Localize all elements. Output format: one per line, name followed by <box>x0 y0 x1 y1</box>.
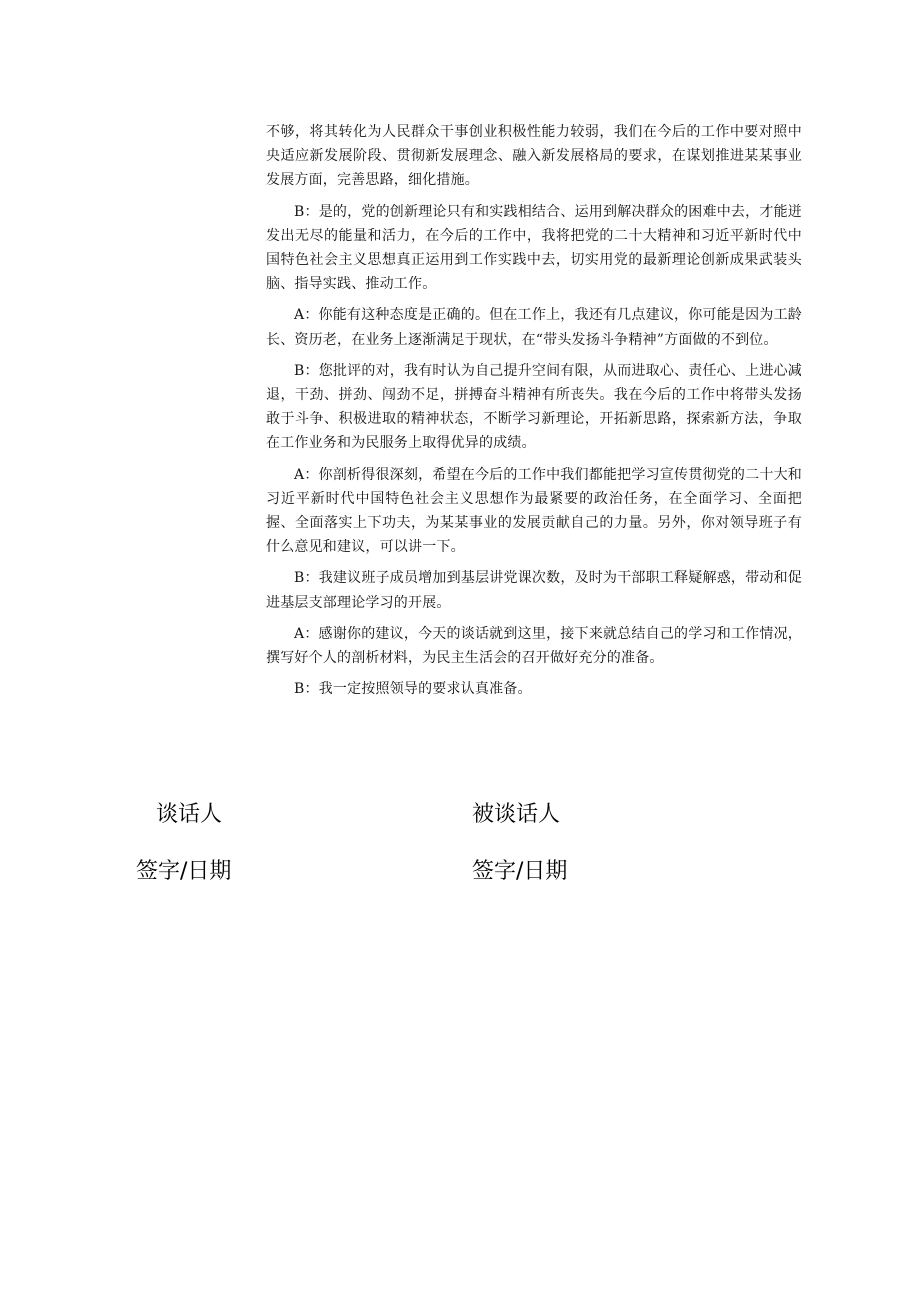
talker-label: 谈话人 <box>156 802 223 827</box>
paragraph-a-comment-1: A：你能有这种态度是正确的。但在工作上，我还有几点建议，你可能是因为工龄长、资历老，在业务上逐渐满足于现状，在“带头发扬斗争精神”方面做的不到位。 <box>266 307 802 348</box>
talkee-sign-date: 签字/日期 <box>472 859 568 884</box>
paragraph-b-reply-2: B：您批评的对，我有时认为自己提升空间有限，从而进取心、责任心、上进心减退，干劲、拼劲、闯劲不足，拼搏奋斗精神有所丧失。我在今后的工作中将带头发扬敢于斗争、积极进取的精神状态，不断学习新理论，开拓新思路，探索新方法，争取在工作业务和为民服务上取得优异的成绩。 <box>266 362 802 452</box>
paragraph-continuation: 不够，将其转化为人民群众干事创业积极性能力较弱，我们在今后的工作中要对照中央适应新发展阶段、贯彻新发展理念、融入新发展格局的要求，在谋划推进某某事业发展方面，完善思路，细化措施。 <box>266 124 802 189</box>
paragraph-b-reply-1: B：是的，党的创新理论只有和实践相结合、运用到解决群众的困难中去，才能迸发出无尽的能量和活力，在今后的工作中，我将把党的二十大精神和习近平新时代中国特色社会主义思想真正运用到工作实践中去，切实用党的最新理论创新成果武装头脑、指导实践、推动工作。 <box>266 203 802 293</box>
paragraph-a-comment-3: A：感谢你的建议，今天的谈话就到这里，接下来就总结自己的学习和工作情况，撰写好个人的剖析材料，为民主生活会的召开做好充分的准备。 <box>266 625 802 667</box>
talkee-label: 被谈话人 <box>472 802 561 827</box>
conversation-text <box>266 120 802 708</box>
talker-sign-date: 签字/日期 <box>136 859 232 884</box>
paragraph-b-reply-4: B：我一定按照领导的要求认真准备。 <box>294 681 532 698</box>
paragraph-b-reply-3: B：我建议班子成员增加到基层讲党课次数，及时为干部职工释疑解惑，带动和促进基层支部理论学习的开展。 <box>266 570 802 611</box>
paragraph-a-comment-2: A：你剖析得很深刻，希望在今后的工作中我们都能把学习宣传贯彻党的二十大和习近平新时代中国特色社会主义思想作为最紧要的政治任务，在全面学习、全面把握、全面落实上下功夫，为某某事业的发展贡献自己的力量。另外，你对领导班子有什么意见和建议，可以讲一下。 <box>266 466 802 556</box>
